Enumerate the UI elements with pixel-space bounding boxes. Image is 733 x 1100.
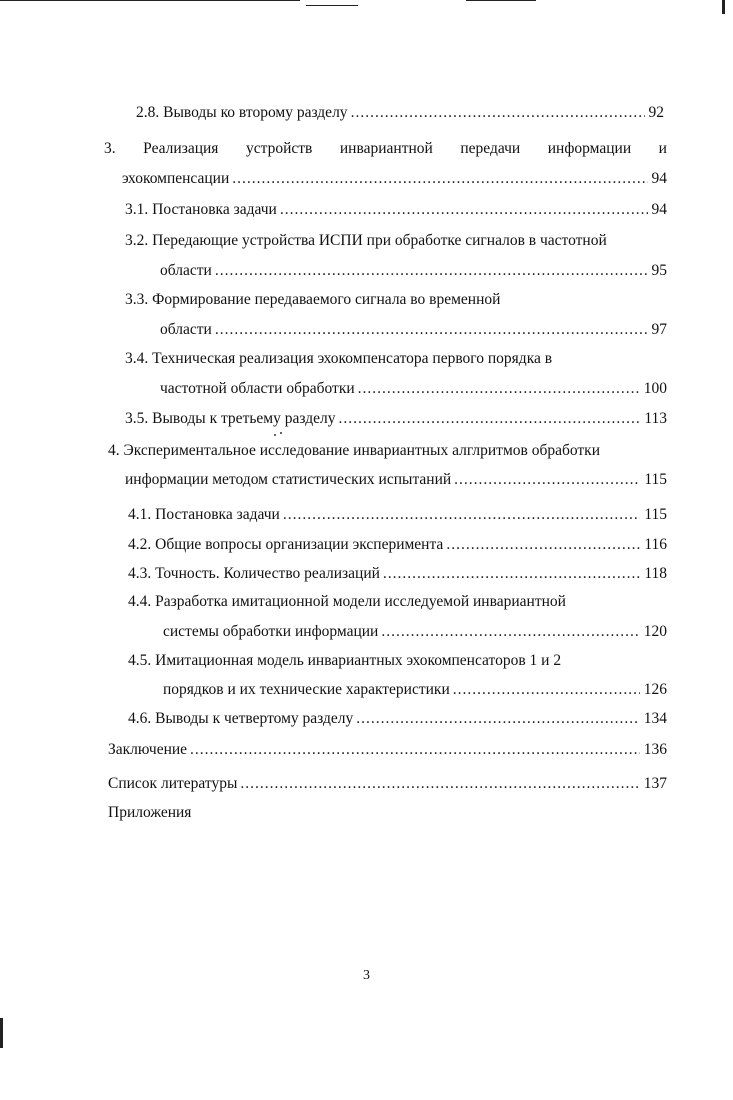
toc-entry-4-5-line1[interactable]: 4.5. Имитационная модель инвариантных эхокомпенсаторов 1 и 2 (128, 652, 562, 669)
scan-artifact (306, 5, 358, 6)
toc-entry-title: информации методом статистических испытаний (125, 471, 452, 488)
toc-entry-title: 3.1. Постановка задачи (125, 201, 277, 218)
leader-dots (232, 170, 647, 188)
toc-page-number: 94 (651, 201, 667, 218)
toc-entry-title: 4.2. Общие вопросы организации эксперимента (128, 536, 444, 553)
toc-word: информации (547, 140, 632, 157)
leader-dots (381, 623, 639, 641)
toc-page-number: 136 (643, 741, 667, 758)
toc-entry-3-3-line1[interactable]: 3.3. Формирование передаваемого сигнала во временной (125, 291, 501, 308)
leader-dots (338, 410, 640, 428)
toc-entry-title: системы обработки информации (163, 623, 379, 640)
leader-dots (383, 565, 640, 583)
toc-entry-title: 2.8. Выводы ко второму разделу (136, 104, 348, 121)
scan-speck (280, 432, 282, 434)
toc-page-number: 113 (644, 410, 667, 427)
toc-entry-title: порядков и их технические характеристики (163, 681, 450, 698)
toc-entry-title: области (160, 262, 212, 279)
scan-artifact (466, 0, 536, 1)
leader-dots (358, 380, 640, 398)
toc-entry-4-2[interactable] (128, 536, 667, 554)
toc-page-number: 97 (651, 321, 667, 338)
toc-page-number: 137 (643, 775, 667, 792)
toc-page-number: 126 (643, 681, 667, 698)
toc-word: передачи (460, 140, 521, 157)
toc-entry-4-4-line1[interactable]: 4.4. Разработка имитационной модели исследуемой инвариантной (128, 593, 566, 610)
toc-entry-title: 4.3. Точность. Количество реализаций (128, 565, 380, 582)
toc-entry-3-1[interactable] (125, 201, 667, 219)
toc-word: устройств (245, 140, 313, 157)
leader-dots (454, 471, 640, 489)
toc-page-number: 134 (643, 710, 667, 727)
toc-entry-title: эхокомпенсации (122, 170, 230, 187)
toc-entry-conclusion[interactable] (108, 741, 667, 759)
toc-page-number: 95 (651, 262, 667, 279)
leader-dots (215, 321, 648, 339)
toc-entry-title: 3.5. Выводы к третьему разделу (125, 410, 336, 427)
toc-entry-title: 4.1. Постановка задачи (128, 506, 280, 523)
toc-entry-3-4-line1[interactable]: 3.4. Техническая реализация эхокомпенсатора первого порядка в (125, 350, 553, 367)
toc-page-number: 92 (648, 104, 664, 121)
toc-entry-references[interactable] (108, 775, 667, 793)
toc-entry-4-5-line2[interactable] (163, 681, 667, 699)
toc-entry-4-1[interactable] (128, 506, 667, 524)
leader-dots (283, 506, 640, 524)
leader-dots (240, 775, 639, 793)
toc-entry-3-line1[interactable] (104, 140, 667, 158)
toc-entry-title: Список литературы (108, 775, 238, 792)
scan-artifact (0, 1018, 3, 1048)
toc-page-number: 115 (644, 506, 667, 523)
scan-artifact (722, 0, 725, 14)
toc-page-number: 115 (644, 471, 667, 488)
toc-entry-4-3[interactable] (128, 565, 667, 583)
leader-dots (356, 710, 639, 728)
toc-entry-3-2-line1[interactable]: 3.2. Передающие устройства ИСПИ при обработке сигналов в частотной (125, 232, 607, 249)
toc-entry-4-line1[interactable]: 4. Экспериментальное исследование инвариантных алглритмов обработки (108, 442, 601, 459)
toc-word: Реализация (143, 140, 219, 157)
leader-dots (351, 104, 645, 122)
toc-entry-3-line2[interactable] (122, 170, 667, 188)
toc-page-number: 120 (643, 623, 667, 640)
leader-dots (446, 536, 640, 554)
toc-page-number: 118 (644, 565, 667, 582)
toc-page-number: 116 (644, 536, 667, 553)
leader-dots (190, 741, 640, 759)
page-number: 3 (363, 968, 370, 983)
scan-speck (274, 434, 276, 436)
toc-entry-4-4-line2[interactable] (163, 623, 667, 641)
toc-word: инвариантной (339, 140, 433, 157)
toc-entry-4-line2[interactable] (125, 471, 667, 489)
toc-entry-title: 4.6. Выводы к четвертому разделу (128, 710, 354, 727)
toc-word: и (658, 140, 667, 157)
toc-entry-appendices[interactable]: Приложения (108, 804, 192, 821)
toc-entry-4-6[interactable] (128, 710, 667, 728)
toc-page-number: 94 (651, 170, 667, 187)
toc-entry-title: Заключение (108, 741, 188, 758)
toc-entry-3-3-line2[interactable] (160, 321, 667, 339)
leader-dots (215, 262, 648, 280)
toc-page-number: 100 (643, 380, 667, 397)
toc-entry-title: области (160, 321, 212, 338)
toc-chapter-number: 3. (104, 140, 116, 157)
toc-entry-3-2-line2[interactable] (160, 262, 667, 280)
leader-dots (453, 681, 640, 699)
toc-entry-3-4-line2[interactable] (160, 380, 667, 398)
toc-entry-3-5[interactable] (125, 410, 667, 428)
scan-artifact (0, 0, 300, 1)
leader-dots (280, 201, 648, 219)
toc-entry-2-8[interactable] (136, 104, 664, 122)
toc-entry-title: частотной области обработки (160, 380, 355, 397)
